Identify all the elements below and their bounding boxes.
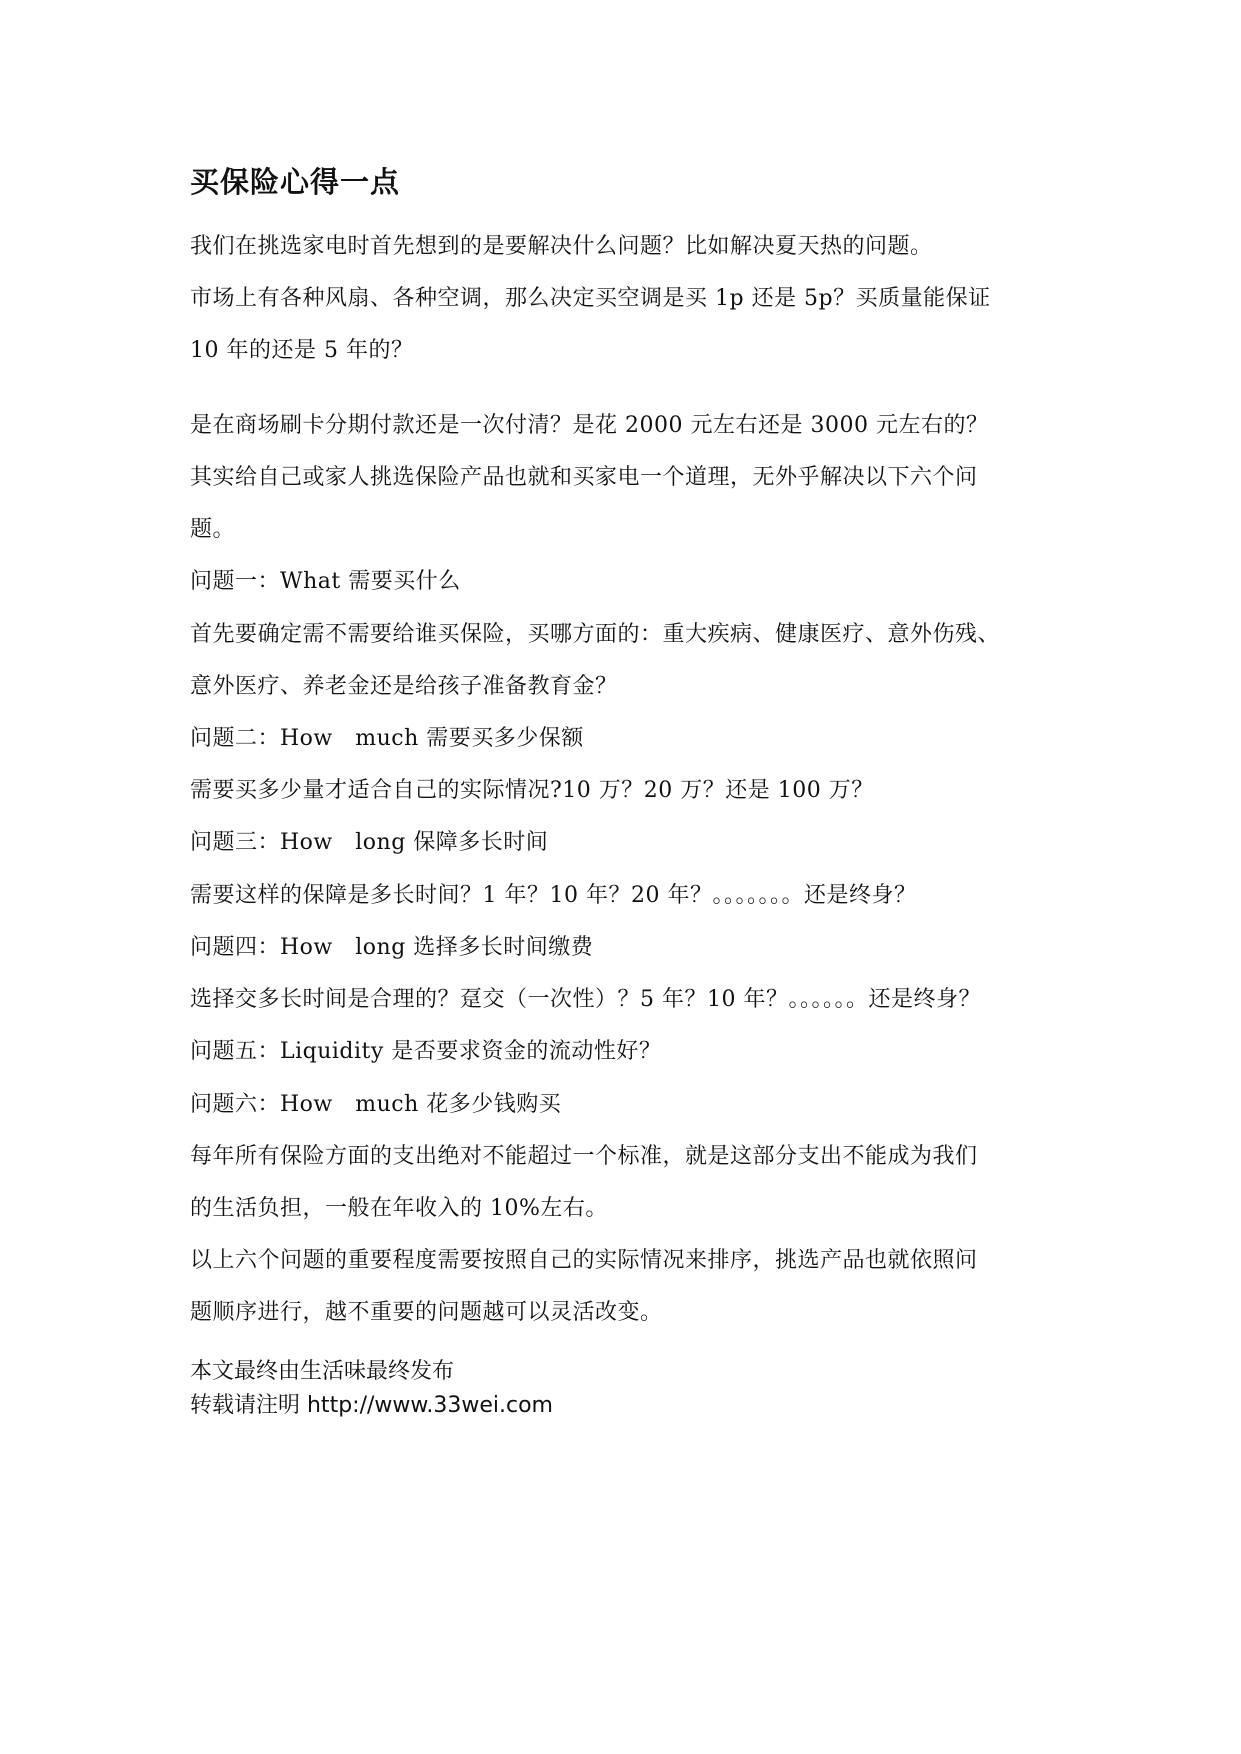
question-heading-6: 问题六：How much 花多少钱购买 — [190, 1092, 562, 1117]
question-heading-5: 问题五：Liquidity 是否要求资金的流动性好？ — [190, 1039, 662, 1064]
paragraph-line: 选择交多长时间是合理的？趸交（一次性）？5 年？10 年？。。。。。。还是终身？ — [190, 987, 981, 1012]
paragraph-line: 题。 — [190, 517, 236, 542]
paragraph-line: 的生活负担，一般在年收入的 10%左右。 — [190, 1196, 608, 1221]
question-heading-2: 问题二：How much 需要买多少保额 — [190, 726, 584, 751]
question-heading-4: 问题四：How long 选择多长时间缴费 — [190, 935, 594, 960]
paragraph-line: 题顺序进行，越不重要的问题越可以灵活改变。 — [190, 1300, 663, 1325]
question-heading-1: 问题一：What 需要买什么 — [190, 569, 461, 594]
paragraph-line: 10 年的还是 5 年的？ — [190, 338, 414, 363]
paragraph-line: 是在商场刷卡分期付款还是一次付清？是花 2000 元左右还是 3000 元左右的？ — [190, 413, 989, 438]
paragraph-line: 每年所有保险方面的支出绝对不能超过一个标准，就是这部分支出不能成为我们 — [190, 1144, 978, 1169]
paragraph-line: 以上六个问题的重要程度需要按照自己的实际情况来排序，挑选产品也就依照问 — [190, 1248, 978, 1273]
question-heading-3: 问题三：How long 保障多长时间 — [190, 830, 549, 855]
paragraph-line: 我们在挑选家电时首先想到的是要解决什么问题？比如解决夏天热的问题。 — [190, 234, 933, 259]
footer-publisher-note: 本文最终由生活味最终发布 — [190, 1359, 455, 1384]
paragraph-line: 其实给自己或家人挑选保险产品也就和买家电一个道理，无外乎解决以下六个问 — [190, 465, 978, 490]
paragraph-line: 首先要确定需不需要给谁买保险，买哪方面的：重大疾病、健康医疗、意外伤残、 — [190, 622, 1001, 647]
paragraph-line: 需要这样的保障是多长时间？1 年？10 年？20 年？。。。。。。。还是终身？ — [190, 883, 917, 908]
footer-reprint-note: 转载请注明 http://www.33wei.com — [190, 1393, 553, 1418]
paragraph-line: 市场上有各种风扇、各种空调，那么决定买空调是买 1p 还是 5p？买质量能保证 — [190, 286, 991, 311]
paragraph-line: 意外医疗、养老金还是给孩子准备教育金？ — [190, 674, 618, 699]
document-title: 买保险心得一点 — [190, 165, 401, 199]
paragraph-line: 需要买多少量才适合自己的实际情况?10 万？20 万？还是 100 万？ — [190, 778, 874, 803]
